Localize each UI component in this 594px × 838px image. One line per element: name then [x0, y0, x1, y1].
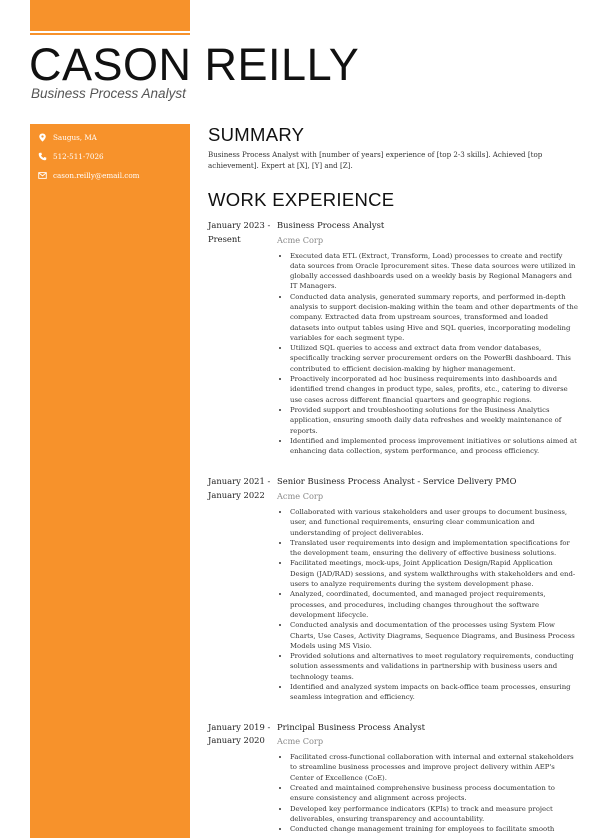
job-bullet: • Utilized SQL queries to access and extract data from vendor databases, specifically tracking server procurement orders on the PowerBi dashboard. This contributed to efficient decision-making by higher management. — [290, 343, 578, 374]
location-text: Saugus, MA — [53, 133, 97, 142]
job-bullet: • Provided solutions and alternatives to meet regulatory requirements, conducting solution assessments and validations in partnership with business users and technology teams. — [290, 651, 578, 682]
job-body — [277, 721, 578, 835]
job-bullet: • Conducted change management training for employees to facilitate smooth — [290, 824, 578, 834]
job-bullet: • Provided support and troubleshooting solutions for the Business Analytics application, ensuring smooth daily data refreshes and weekly maintenance of reports. — [290, 405, 578, 436]
job-bullet: • Identified and analyzed system impacts on back-office team processes, ensuring seamless integration and efficiency. — [290, 682, 578, 703]
contact-location — [38, 133, 97, 142]
header-accent-bar — [30, 0, 190, 31]
location-pin-icon — [38, 133, 47, 142]
job-dates: January 2023 - Present — [208, 220, 271, 244]
job-dates: January 2021 - January 2022 — [208, 476, 271, 500]
job-entry — [208, 721, 578, 835]
job-role: Principal Business Process Analyst — [277, 721, 426, 732]
job-role: Business Process Analyst — [277, 220, 385, 230]
job-bullet: • Identified and implemented process improvement initiatives or solutions aimed at enhancing data collection, system performance, and process efficiency. — [290, 436, 578, 457]
job-bullets — [277, 507, 578, 703]
job-company: Acme Corp — [277, 490, 324, 501]
job-bullet: • Analyzed, coordinated, documented, and managed project requirements, processes, and procedures, including changes throughout the software development lifecycle. — [290, 589, 578, 620]
summary-heading: SUMMARY — [208, 124, 305, 145]
job-entry — [208, 475, 578, 702]
job-bullet: • Facilitated cross-functional collaboration with internal and external stakeholders to streamline business processes and improve project delivery within AEP's Center of Excellence (CoE). — [290, 752, 578, 783]
job-bullet: • Conducted analysis and documentation of the processes using System Flow Charts, Use Cases, Activity Diagrams, Sequence Diagrams, and Business Process Models using MS Visio. — [290, 620, 578, 651]
candidate-title: Business Process Analyst — [31, 86, 186, 101]
job-bullet: • Translated user requirements into design and implementation specifications for the development team, ensuring the delivery of effective business solutions. — [290, 538, 578, 559]
contact-phone — [38, 152, 104, 161]
phone-text: 512-511-7026 — [53, 152, 104, 161]
job-bullet: • Collaborated with various stakeholders and user groups to document business, user, and functional requirements, ensuring clear communication and understanding of project deliverables. — [290, 507, 578, 538]
job-bullet: • Facilitated meetings, mock-ups, Joint Application Design/Rapid Application Design (JAD/RAD) sessions, and system walkthroughs with stakeholders and end-users to analyze requirements during the system development phase. — [290, 558, 578, 589]
experience-heading: WORK EXPERIENCE — [208, 189, 395, 210]
job-bullet: • Developed key performance indicators (KPIs) to track and measure project deliverables, ensuring transparency and accountability. — [290, 804, 578, 825]
job-company: Acme Corp — [277, 736, 324, 747]
contact-email[interactable] — [38, 171, 139, 180]
job-list — [208, 219, 578, 834]
job-bullets — [277, 251, 578, 457]
email-text[interactable]: cason.reilly@email.com — [53, 171, 140, 180]
sidebar — [30, 124, 190, 838]
candidate-name: CASON REILLY — [29, 39, 360, 90]
job-body — [277, 475, 578, 702]
main-content — [208, 124, 578, 834]
job-bullet: • Conducted data analysis, generated summary reports, and performed in-depth analysis to support decision-making within the team and other departments of the company. Extracted data from upstream sources, transformed and loaded datasets into output tables using Hive and SQL queries, incorporating modeling variables for each segment type. — [290, 292, 578, 343]
phone-icon — [38, 152, 47, 161]
summary-text: Business Process Analyst with [number of years] experience of [top 2-3 skills]. Achieved [top achievement]. Expert at [X], [Y] and [Z]. — [208, 150, 543, 170]
job-bullet: • Created and maintained comprehensive business process documentation to ensure consistency and alignment across projects. — [290, 783, 578, 804]
job-bullets — [277, 752, 578, 834]
job-role: Senior Business Process Analyst - Service Delivery PMO — [277, 476, 517, 487]
job-bullet: • Proactively incorporated ad hoc business requirements into dashboards and identified trend changes in product type, sales, profits, etc., catering to diverse use cases across different financial quarters and geographic regions. — [290, 374, 578, 405]
header-accent-line — [30, 33, 190, 35]
job-body — [277, 219, 578, 456]
envelope-icon — [38, 171, 47, 180]
job-entry — [208, 219, 578, 456]
job-company: Acme Corp — [277, 234, 324, 245]
job-dates: January 2019 - January 2020 — [208, 721, 271, 746]
job-bullet: • Executed data ETL (Extract, Transform, Load) processes to create and rectify data sources from Oracle Iprocurement sites. These data sources were utilized in globally accessed dashboards used on a weekly basis by Regional Managers and IT Managers. — [290, 251, 578, 292]
